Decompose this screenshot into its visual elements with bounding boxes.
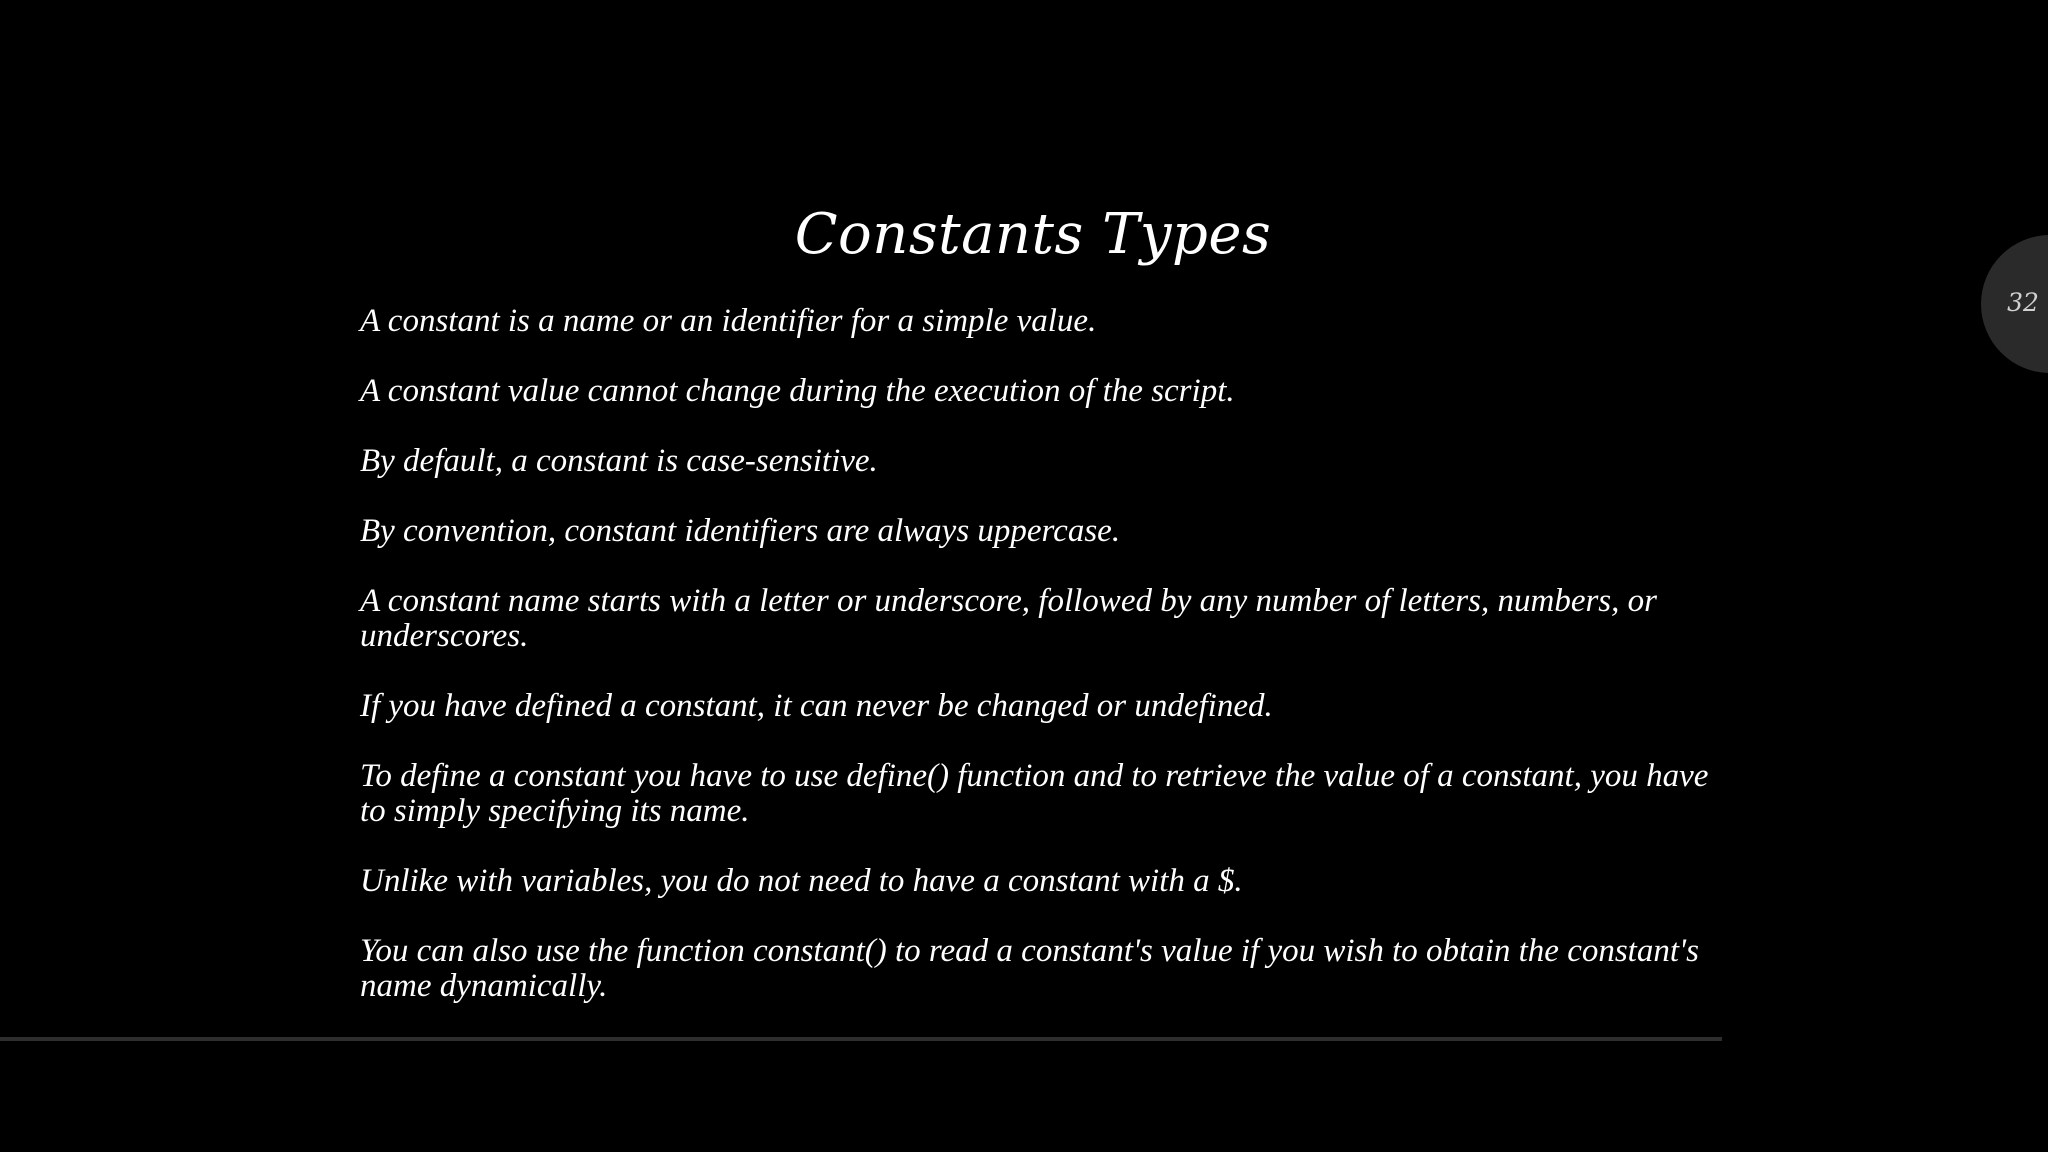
list-item: By convention, constant identifiers are always uppercase. xyxy=(360,513,1121,549)
list-item: A constant value cannot change during the execution of the script. xyxy=(360,373,1235,409)
slide-number: 32 xyxy=(2007,288,2039,317)
list-item: A constant is a name or an identifier for a simple value. xyxy=(360,303,1097,339)
footer-divider xyxy=(0,1037,1722,1041)
list-item: Unlike with variables, you do not need to have a constant with a $. xyxy=(360,863,1243,899)
bullet-list xyxy=(360,304,1710,1004)
list-item: By default, a constant is case-sensitive. xyxy=(360,443,878,479)
list-item: You can also use the function constant() to read a constant's value if you wish to obtain the constant's name dynamically. xyxy=(360,933,1699,1004)
slide-title: Constants Types xyxy=(794,202,1272,267)
list-item: A constant name starts with a letter or underscore, followed by any number of letters, numbers, or underscores. xyxy=(360,583,1657,654)
list-item: If you have defined a constant, it can never be changed or undefined. xyxy=(360,688,1273,724)
list-item: To define a constant you have to use define() function and to retrieve the value of a constant, you have to simply specifying its name. xyxy=(360,758,1709,829)
